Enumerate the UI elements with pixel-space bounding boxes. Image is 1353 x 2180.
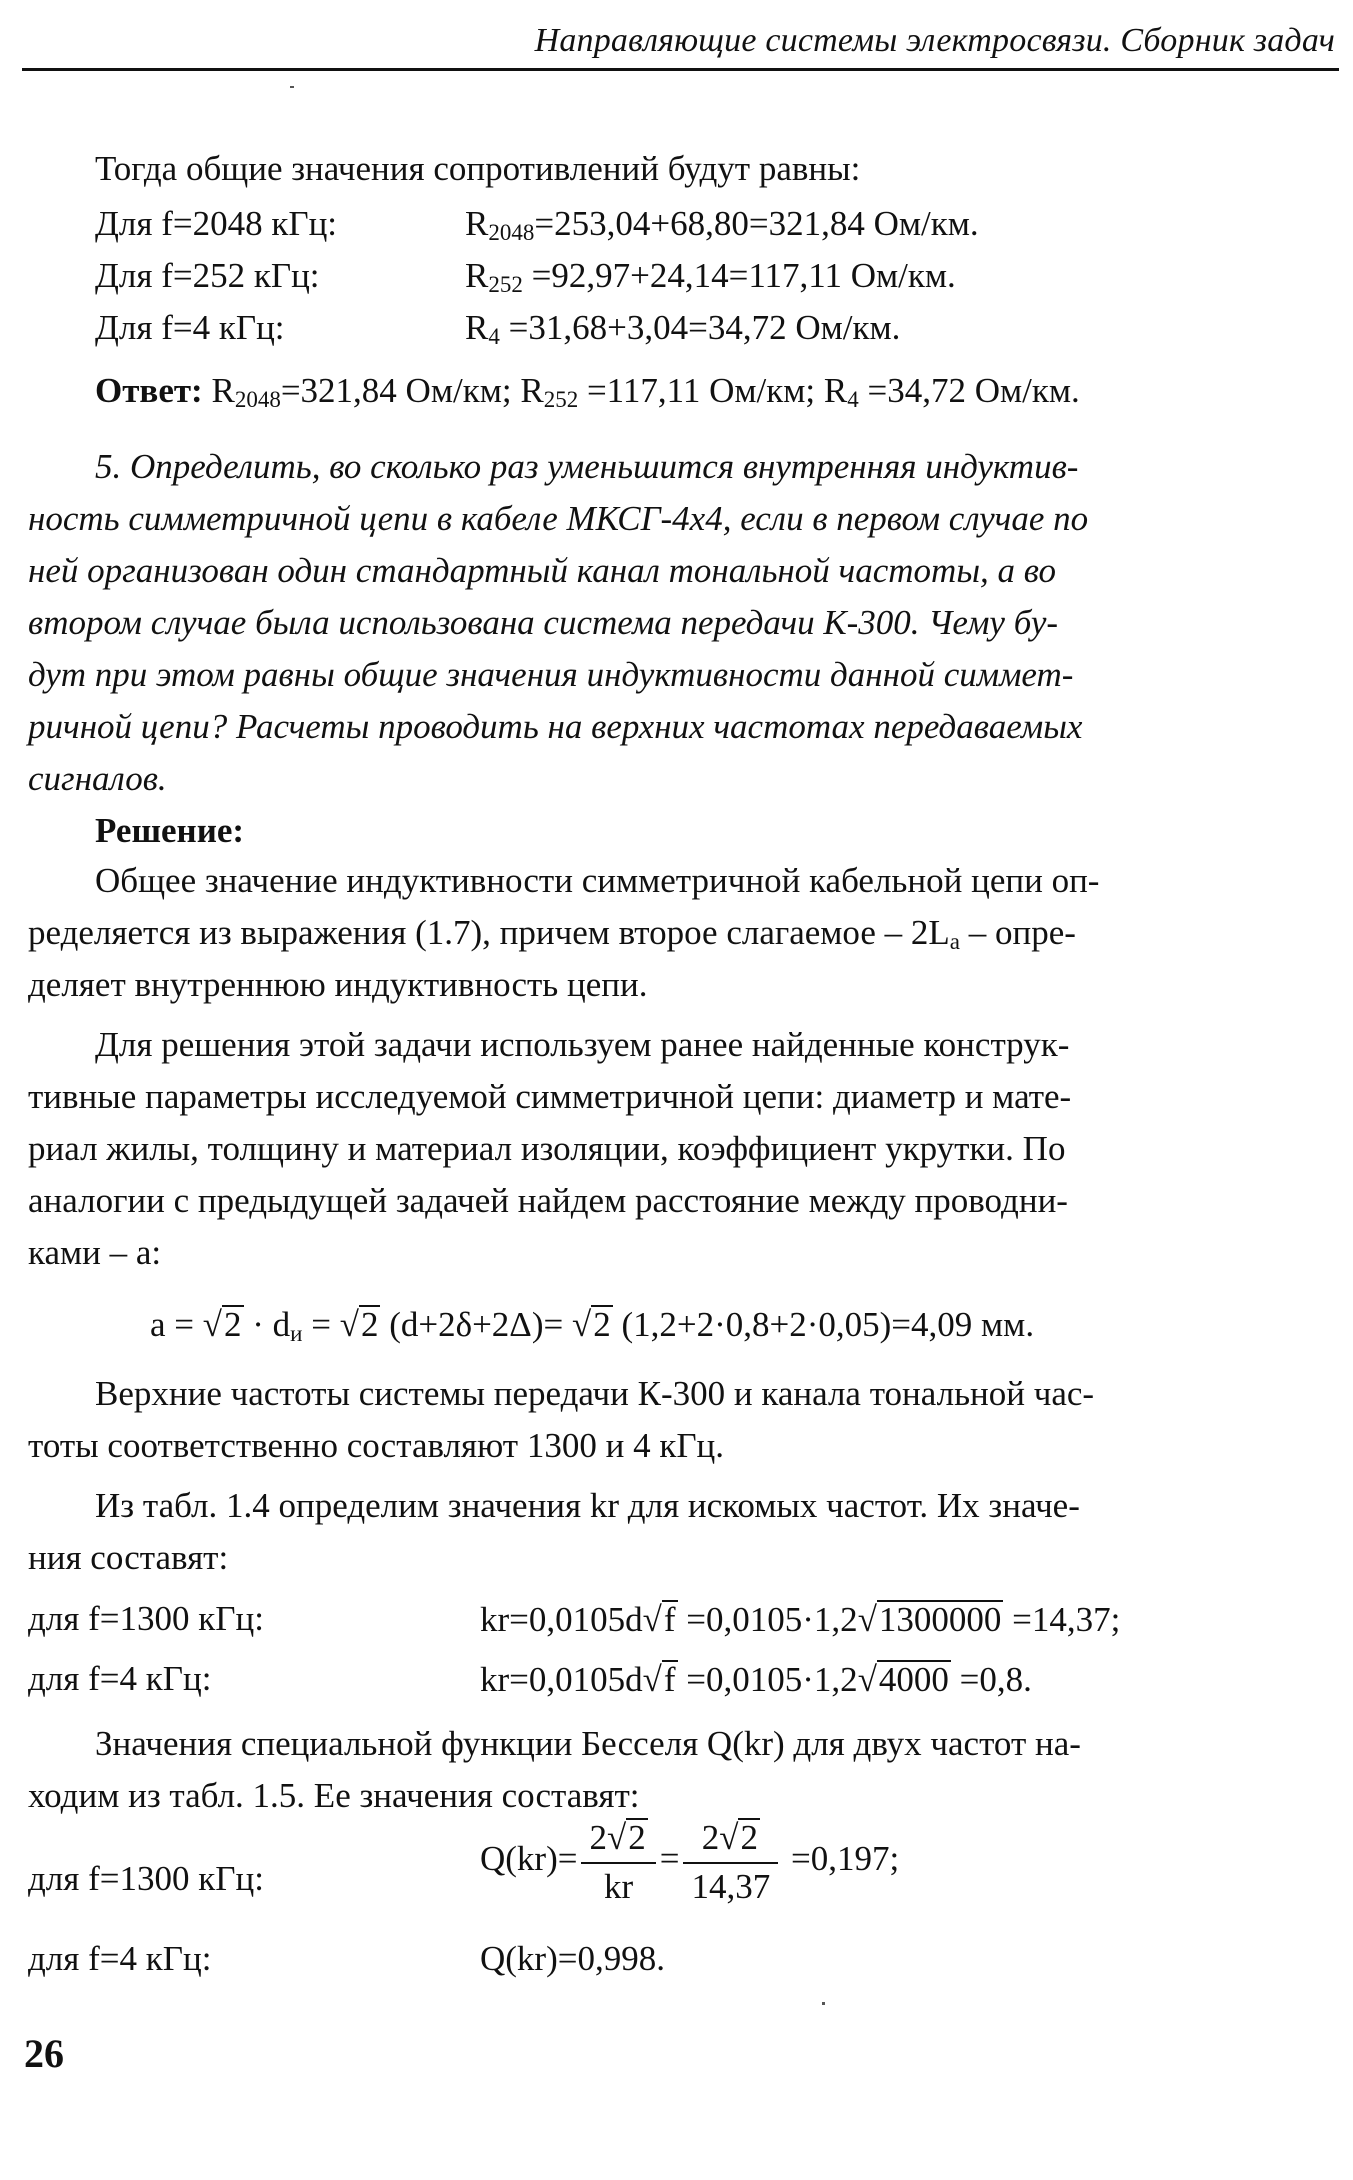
intro-line: Тогда общие значения сопротивлений будут равны: (95, 149, 861, 188)
problem-line: дут при этом равны общие значения индуктивности данной симмет- (28, 655, 1074, 694)
running-title: Направляющие системы электросвязи. Сборник задач (534, 22, 1335, 59)
r-row-label-2048: Для f=2048 кГц: (95, 204, 338, 243)
paragraph-line: Верхние частоты системы передачи К-300 и канала тональной час- (95, 1374, 1095, 1413)
fraction: $\frac{2√2}{kr}$ (581, 1818, 655, 1906)
kr-row-formula: kr=0,0105d√f =0,0105·1,2√1300000 =14,37; (480, 1600, 1121, 1639)
paragraph-line: деляет внутреннюю индуктивность цепи. (28, 965, 648, 1004)
header-rule (22, 68, 1339, 71)
r-row-label-4: Для f=4 кГц: (95, 308, 285, 347)
fraction: $\frac{2√2}{14,37}$ (683, 1818, 778, 1906)
q-row-value: Q(kr)=0,998. (480, 1939, 665, 1978)
paragraph-line: Общее значение индуктивности симметричной кабельной цепи оп- (95, 861, 1100, 900)
paragraph-line: Из табл. 1.4 определим значения kr для искомых частот. Их значе- (95, 1486, 1080, 1525)
problem-line: втором случае была использована система передачи К-300. Чему бу- (28, 603, 1059, 642)
problem-line: ней организован один стандартный канал тональной частоты, а во (28, 551, 1057, 590)
solution-heading: Решение: (95, 811, 245, 850)
answer-line: Ответ: $R_{2048}=321,84$ Ом/км; $R_{252} =117,11$ Ом/км; $R_4 =34,72$ Ом/км. (95, 371, 1080, 412)
paragraph-line: Для решения этой задачи используем ранее найденные конструк- (95, 1025, 1070, 1064)
problem-line: 5. Определить, во сколько раз уменьшится внутренняя индуктив- (95, 447, 1079, 486)
kr-row-formula: kr=0,0105d√f =0,0105·1,2√4000 =0,8. (480, 1660, 1032, 1699)
q-row-label: для f=4 кГц: (28, 1939, 212, 1978)
kr-row-label: для f=1300 кГц: (28, 1599, 264, 1638)
paragraph-line: ходим из табл. 1.5. Ее значения составят: (28, 1776, 640, 1815)
problem-line: ность симметричной цепи в кабеле МКСГ-4х4, если в первом случае по (28, 499, 1089, 538)
problem-line: ричной цепи? Расчеты проводить на верхних частотах передаваемых (28, 707, 1083, 746)
paragraph-line: тивные параметры исследуемой симметричной цепи: диаметр и мате- (28, 1077, 1072, 1116)
paragraph-line: ния составят: (28, 1538, 229, 1577)
q-row-formula: Q(kr)= $\frac{2√2}{kr}$ = $\frac{2√2}{14,37}$ =0,197; (480, 1818, 900, 1906)
paragraph-line: тоты соответственно составляют 1300 и 4 кГц. (28, 1426, 725, 1465)
scan-speck (822, 2002, 825, 2005)
kr-row-label: для f=4 кГц: (28, 1659, 212, 1698)
q-row-label: для f=1300 кГц: (28, 1859, 264, 1898)
r-row-value-252: $R_{252} =92,97+24,14=117,11$ Ом/км. (465, 256, 956, 297)
r-row-label-252: Для f=252 кГц: (95, 256, 320, 295)
scan-speck (290, 86, 294, 88)
paragraph-line: Значения специальной функции Бесселя Q(kr) для двух частот на- (95, 1724, 1081, 1763)
r-row-value-2048: $R_{2048}=253,04+68,80=321,84$ Ом/км. (465, 204, 979, 245)
r-row-value-4: $R_4 =31,68+3,04=34,72$ Ом/км. (465, 308, 901, 349)
paragraph-line: аналогии с предыдущей задачей найдем расстояние между проводни- (28, 1181, 1068, 1220)
page-number: 26 (24, 2031, 64, 2076)
paragraph-line: ками – а: (28, 1233, 162, 1272)
formula-a: $a = √2 \cdot d_и = √2$ (d+2δ+2Δ)= √2 (1,2+2·0,8+2·0,05)=4,09 мм. (150, 1305, 1035, 1346)
answer-label: Ответ: (95, 371, 203, 410)
paragraph-line: ределяется из выражения (1.7), причем второе слагаемое – $2L_а$ – опре- (28, 913, 1076, 954)
paragraph-line: риал жилы, толщину и материал изоляции, коэффициент укрутки. По (28, 1129, 1066, 1168)
problem-line: сигналов. (28, 759, 167, 798)
